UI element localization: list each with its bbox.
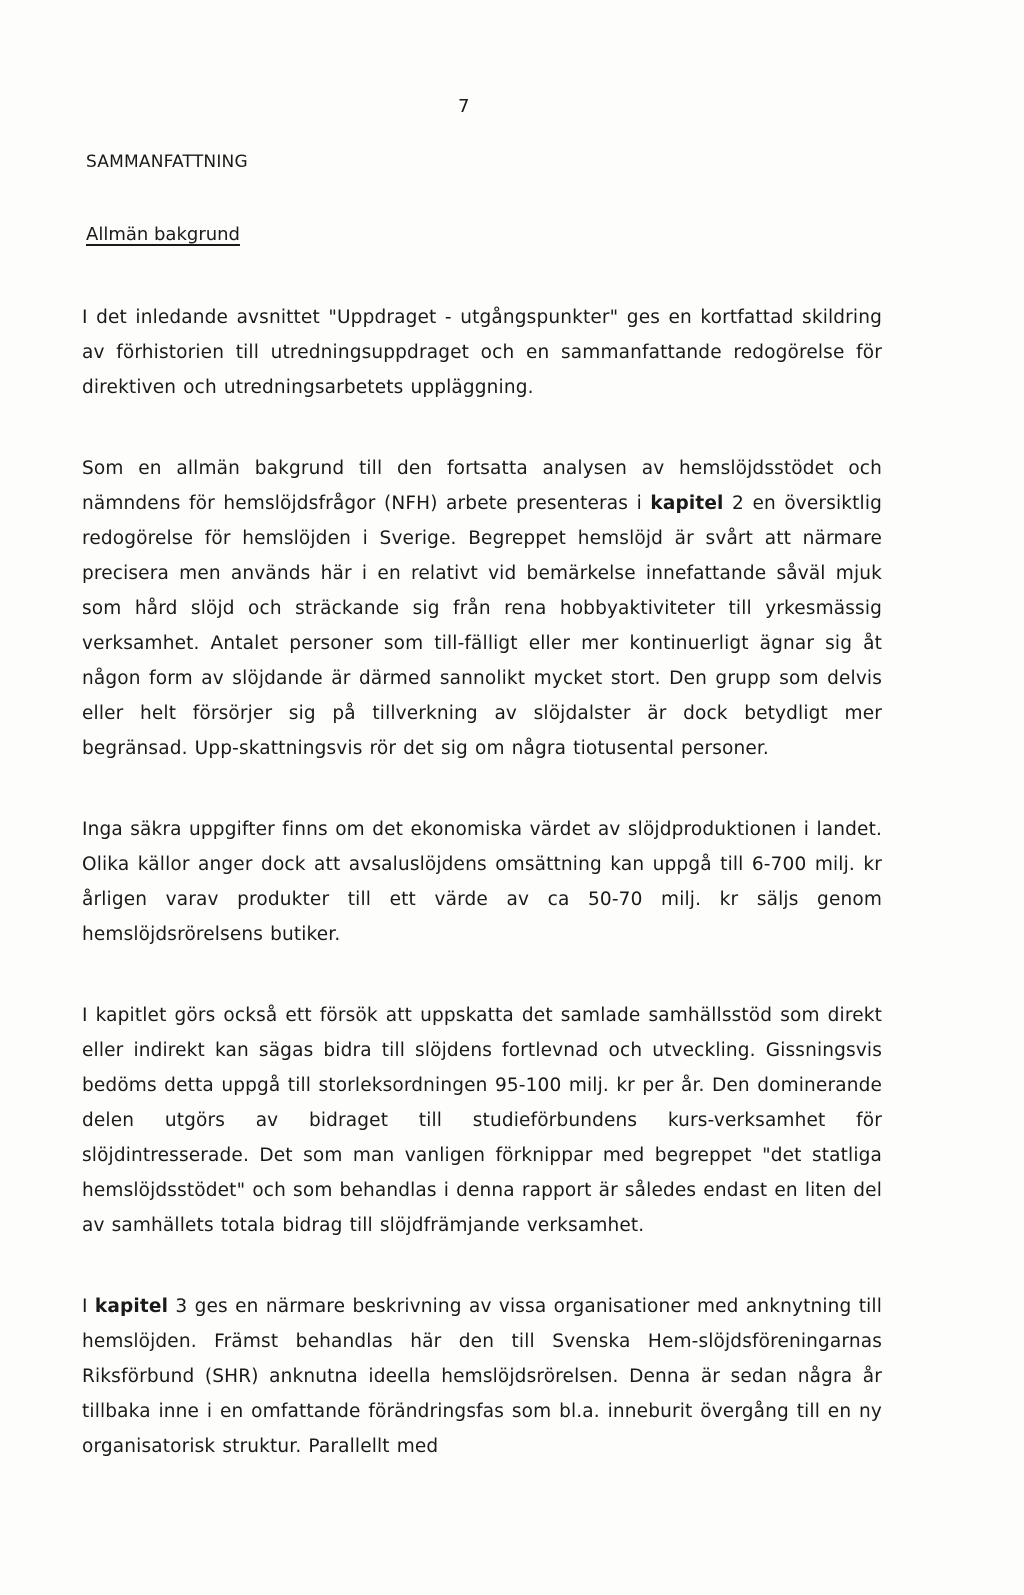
page-number: 7 (458, 96, 470, 117)
paragraph-text: I (82, 1296, 95, 1317)
bold-term: kapitel (650, 493, 724, 514)
paragraph-text: Som en allmän bakgrund till den fortsatta analysen av hemslöjdsstödet och nämndens för hemslöjdsfrågor (NFH) arbete presenteras i (82, 458, 882, 514)
bold-term: kapitel (94, 1296, 169, 1317)
paragraph-kapitel-2 (82, 451, 882, 766)
paragraph-public-support: I kapitlet görs också ett försök att uppskatta det samlade samhällsstöd som direkt eller indirekt kan sägas bidra till slöjdens fortlevnad och utveckling. Gissningsvis bedöms detta uppgå till storleksordningen 95-100 milj. kr per år. Den dominerande delen utgörs av bidraget till studieförbundens kurs-verksamhet för slöjdintresserade. Det som man vanligen förknippar med begreppet "det statliga hemslöjdsstödet" och som behandlas i denna rapport är således endast en liten del av samhällets totala bidrag till slöjdfrämjande verksamhet. (82, 1005, 882, 1236)
paragraph-text: 2 en översiktlig redogörelse för hemslöjden i Sverige. Begreppet hemslöjd är svårt att närmare precisera men används här i en relativt vid bemärkelse innefattande såväl mjuk som hård slöjd och sträckande sig från rena hobbyaktiviteter till yrkesmässig verksamhet. Antalet personer som till-fälligt eller mer kontinuerligt ägnar sig åt någon form av slöjdande är därmed sannolikt mycket stort. Den grupp som delvis eller helt försörjer sig på tillverkning av slöjdalster är dock betydligt mer begränsad. Upp-skattningsvis rör det sig om några tiotusental personer. (82, 493, 883, 759)
document-body (82, 300, 882, 1510)
paragraph-kapitel-3 (82, 1289, 882, 1464)
section-heading: Allmän bakgrund (86, 224, 240, 245)
document-heading: SAMMANFATTNING (86, 152, 248, 172)
paragraph-text: 3 ges en närmare beskrivning av vissa organisationer med anknytning till hemslöjden. Främst behandlas här den till Svenska Hem-slöjdsföreningarnas Riksförbund (SHR) anknutna ideella hemslöjdsrörelsen. Denna är sedan några år tillbaka inne i en omfattande förändringsfas som bl.a. inneburit övergång till en ny organisatorisk struktur. Parallellt med (82, 1296, 882, 1457)
paragraph-economic-value: Inga säkra uppgifter finns om det ekonomiska värdet av slöjdproduktionen i landet. Olika källor anger dock att avsaluslöjdens omsättning kan uppgå till 6-700 milj. kr årligen varav produkter till ett värde av ca 50-70 milj. kr säljs genom hemslöjdsrörelsens butiker. (82, 819, 882, 945)
paragraph-intro: I det inledande avsnittet "Uppdraget - utgångspunkter" ges en kortfattad skildring av förhistorien till utredningsuppdraget och en sammanfattande redogörelse för direktiven och utredningsarbetets uppläggning. (82, 307, 882, 398)
